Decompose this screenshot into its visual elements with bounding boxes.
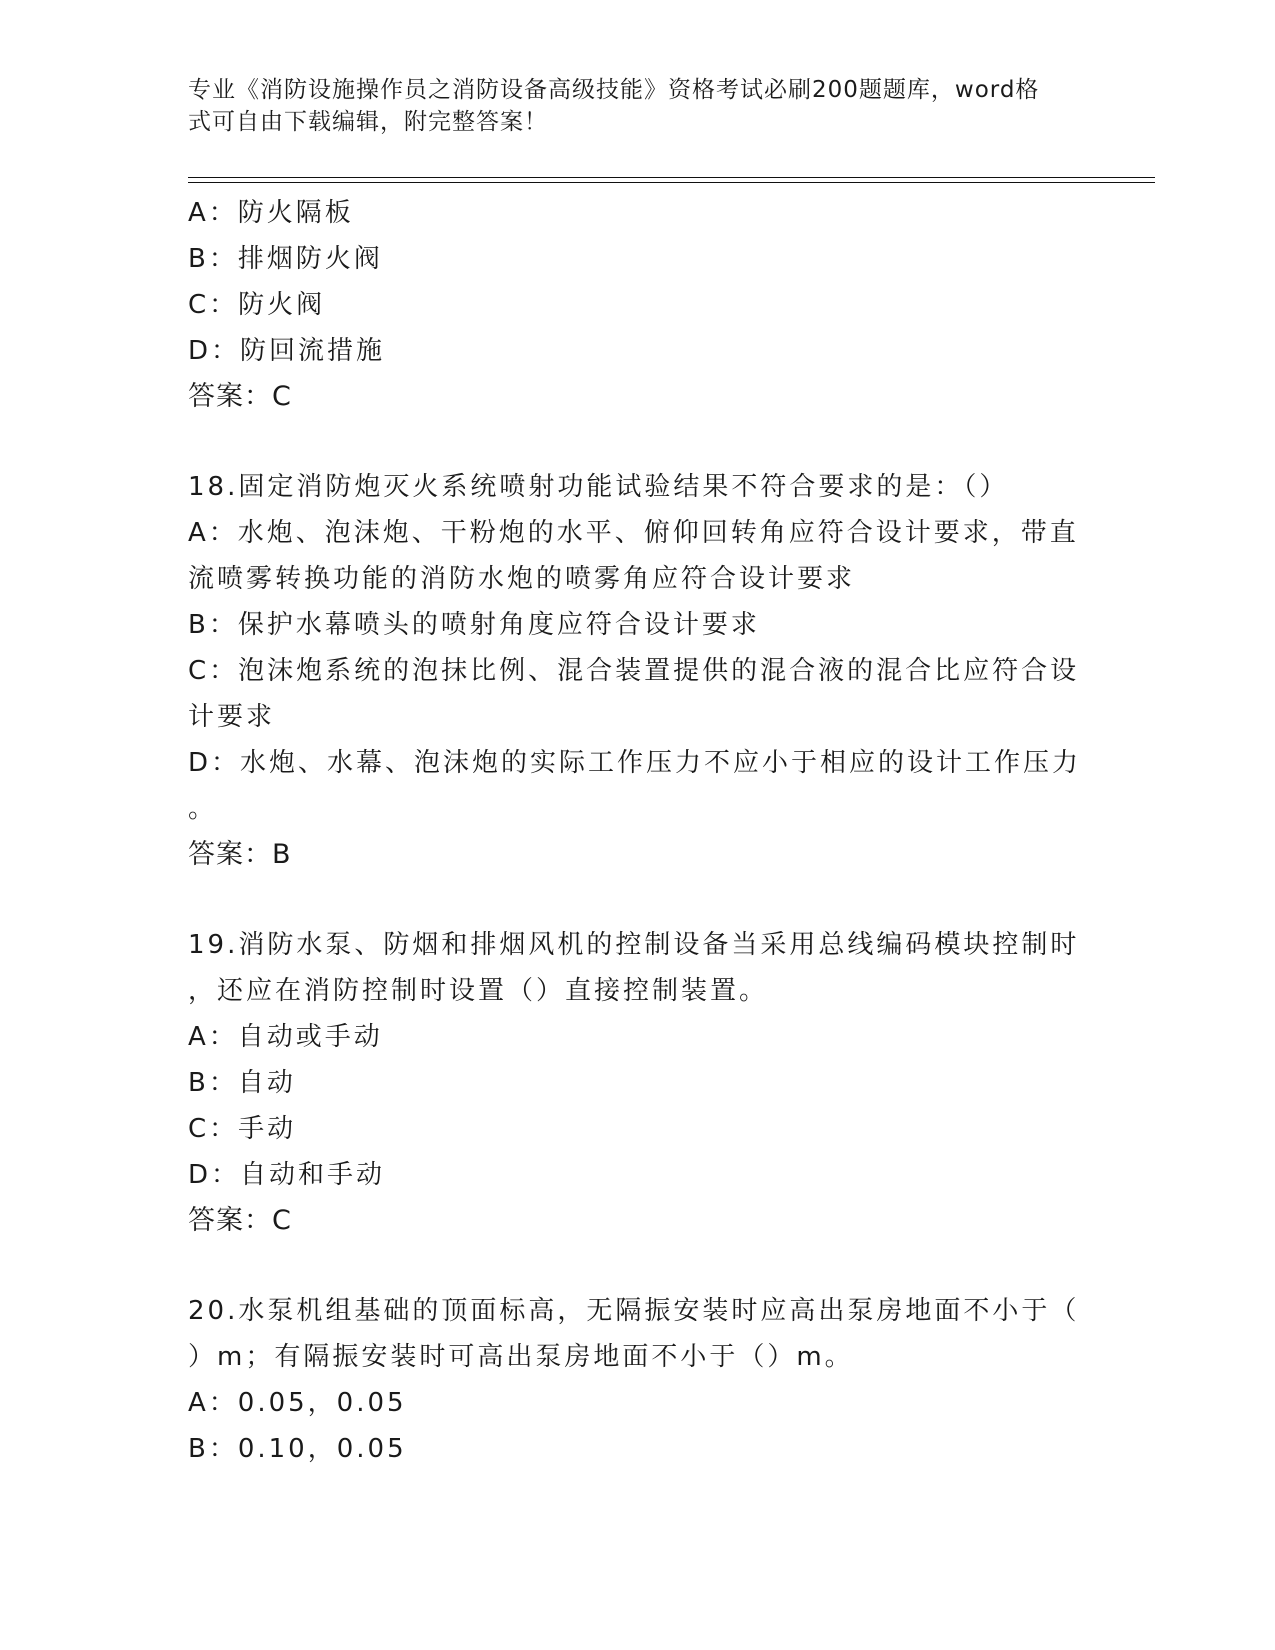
option-d: D：防回流措施 (188, 336, 386, 366)
question-stem: 18.固定消防炮灭火系统喷射功能试验结果不符合要求的是：（） (188, 472, 1009, 502)
header-divider-top (188, 177, 1155, 178)
question-18 (188, 464, 1082, 878)
answer-line: 答案：B (188, 839, 292, 870)
option-a-line-2: 流喷雾转换功能的消防水炮的喷雾角应符合设计要求 (188, 564, 856, 594)
header-divider-bottom (188, 182, 1155, 183)
option-b: B：保护水幕喷头的喷射角度应符合设计要求 (188, 610, 760, 640)
question-19 (188, 922, 1078, 1244)
option-d: D：自动和手动 (188, 1160, 386, 1190)
option-c-line-1: C：泡沫炮系统的泡抹比例、混合装置提供的混合液的混合比应符合设 (188, 656, 1080, 686)
answer-line: 答案：C (188, 381, 292, 412)
question-stem-line-2: ，还应在消防控制时设置（）直接控制装置。 (188, 976, 769, 1006)
header-line-1: 专业《消防设施操作员之消防设备高级技能》资格考试必刷200题题库，word格 (188, 77, 1040, 103)
question-content (188, 190, 1082, 1472)
document-header (188, 74, 1068, 138)
option-d-line-1: D：水炮、水幕、泡沫炮的实际工作压力不应小于相应的设计工作压力 (188, 748, 1082, 778)
option-a: A：防火隔板 (188, 198, 354, 228)
option-c: C：防火阀 (188, 290, 326, 320)
header-line-2: 式可自由下载编辑，附完整答案！ (188, 109, 548, 135)
answer-line: 答案：C (188, 1205, 292, 1236)
option-b: B：0.10，0.05 (188, 1434, 407, 1464)
question-stem-line-1: 19.消防水泵、防烟和排烟风机的控制设备当采用总线编码模块控制时 (188, 930, 1080, 960)
option-a: A：自动或手动 (188, 1022, 383, 1052)
option-a-line-1: A：水炮、泡沫炮、干粉炮的水平、俯仰回转角应符合设计要求，带直 (188, 518, 1079, 548)
question-stem-line-1: 20.水泵机组基础的顶面标高，无隔振安装时应高出泵房地面不小于（ (188, 1296, 1080, 1326)
option-c-line-2: 计要求 (188, 702, 276, 732)
option-c: C：手动 (188, 1114, 297, 1144)
question-20 (188, 1288, 1078, 1472)
question-stem-line-2: ）m；有隔振安装时可高出泵房地面不小于（）m。 (188, 1342, 854, 1372)
question-17 (188, 190, 1078, 420)
option-b: B：排烟防火阀 (188, 244, 383, 274)
option-b: B：自动 (188, 1068, 296, 1098)
option-d-line-2: 。 (188, 794, 218, 824)
option-a: A：0.05，0.05 (188, 1388, 407, 1418)
